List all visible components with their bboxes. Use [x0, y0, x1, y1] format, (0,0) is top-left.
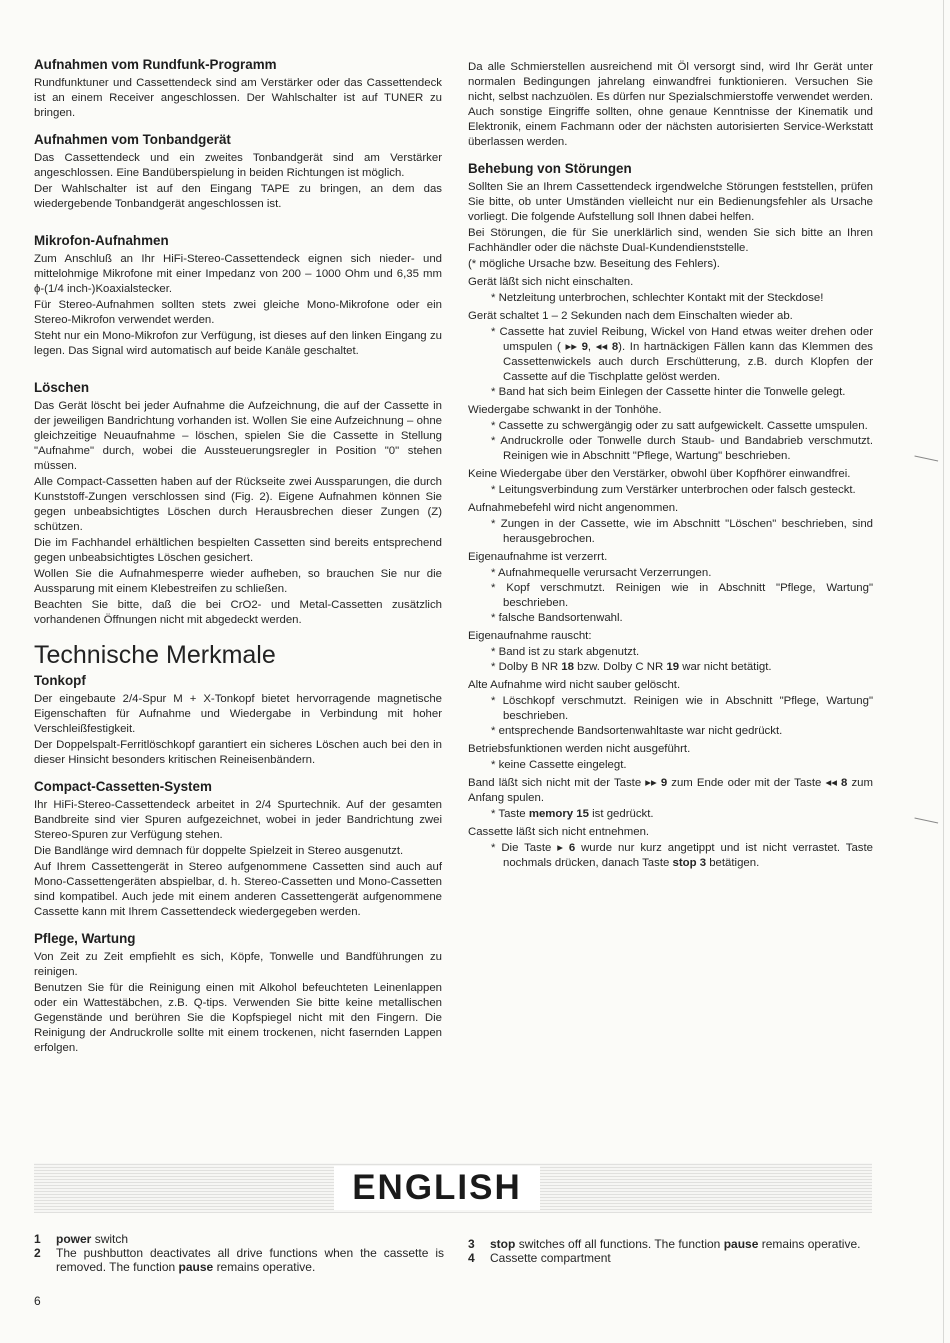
key-label: pause: [723, 1237, 759, 1251]
item-text: The pushbutton deactivates all drive functions when the cassette is removed. The function: [56, 1246, 444, 1274]
item-text: Cassette compartment: [490, 1251, 611, 1265]
paragraph: Für Stereo-Aufnahmen sollten stets zwei gleiche Mono-Mikrofone oder ein Stereo-Mikrofon verwendet werden.: [34, 299, 442, 326]
english-item-1: [34, 1232, 444, 1246]
item-number: 2: [34, 1246, 41, 1260]
cause-text: Cassette hat zuviel Reibung, Wickel von Hand etwas weiter drehen oder umspulen (: [499, 326, 873, 353]
trouble-symptom: Betriebsfunktionen werden nicht ausgeführt.: [468, 743, 691, 755]
paragraph: Der eingebaute 2/4-Spur M + X-Tonkopf bietet hervorragende magnetische Eigenschaften für Aufnahme und Wiedergabe in Verbindung mit hoher Verschleißfestigkeit.: [34, 693, 442, 735]
key-label: power: [56, 1232, 92, 1246]
heading-rundfunk: Aufnahmen vom Rundfunk-Programm: [34, 57, 277, 72]
cause-text: bzw. Dolby C NR: [577, 661, 664, 673]
trouble-cause: * falsche Bandsortenwahl.: [468, 611, 873, 626]
margin-mark: [914, 456, 938, 465]
paragraph: Das Cassettendeck und ein zweites Tonbandgerät sind am Verstärker angeschlossen. Eine Bandüberspielung in beiden Richtungen ist möglich.: [34, 152, 442, 179]
item-text: remains operative.: [216, 1260, 316, 1274]
trouble-cause: [468, 841, 873, 871]
trouble-cause: * Leitungsverbindung zum Verstärker unterbrochen oder falsch gesteckt.: [468, 483, 873, 498]
left-column: [34, 50, 442, 1057]
paragraph: Der Wahlschalter ist auf den Eingang TAPE zu bringen, an dem das wiedergebende Tonbandgerät angeschlossen ist.: [34, 183, 442, 210]
cause-text: betätigen.: [709, 857, 760, 869]
trouble-cause: * keine Cassette eingelegt.: [468, 758, 873, 773]
paragraph: Zum Anschluß an Ihr HiFi-Stereo-Cassettendeck eignen sich nieder- und mittelohmige Mikrofone mit einer Impedanz von 200 – 1000 Ohm und 6,35 mm ϕ-(1/4 inch-)Koaxialstecker.: [34, 253, 442, 295]
trouble-cause: * Aufnahmequelle verursacht Verzerrungen.: [468, 566, 873, 581]
trouble-cause: [468, 660, 873, 675]
paragraph: Wollen Sie die Aufnahmesperre wieder aufheben, so brauchen Sie nur die Aussparung mit einem Klebestreifen zu schließen.: [34, 568, 442, 595]
play-key: ▸ 6: [557, 842, 576, 854]
english-banner-title: ENGLISH: [334, 1166, 540, 1210]
symptom-text: zum Ende oder mit der Taste: [671, 777, 822, 789]
heading-mikrofon: Mikrofon-Aufnahmen: [34, 233, 169, 248]
heading-loeschen: Löschen: [34, 380, 90, 395]
trouble-cause: [468, 807, 873, 822]
paragraph: Alle Compact-Cassetten haben auf der Rückseite zwei Aussparungen, die durch Kunststoff-Zungen verschlossen sind (Fig. 2). Eigene Aufnahmen können Sie gegen unbeabsichtigtes Löschen durch Herausbrechen dieser Zungen (Z) schützen.: [34, 476, 442, 533]
fast-forward-key: ▸▸ 9: [565, 341, 588, 353]
trouble-symptom: Keine Wiedergabe über den Verstärker, obwohl über Kopfhörer einwandfrei.: [468, 468, 851, 480]
english-right-column: [468, 1237, 873, 1265]
memory-key: memory 15: [528, 808, 589, 820]
trouble-symptom: Eigenaufnahme rauscht:: [468, 630, 592, 642]
heading-tonkopf: Tonkopf: [34, 673, 86, 688]
symptom-text: zum Anfang spulen.: [468, 777, 873, 804]
trouble-cause: * Cassette zu schwergängig oder zu satt aufgewickelt. Cassette umspulen.: [468, 419, 873, 434]
paragraph: Von Zeit zu Zeit empfiehlt es sich, Köpfe, Tonwelle und Bandführungen zu reinigen.: [34, 951, 442, 978]
trouble-cause: * Zungen in der Cassette, wie im Abschnitt "Löschen" beschrieben, sind herausgebrochen.: [468, 517, 873, 547]
item-number: 4: [468, 1251, 475, 1265]
paragraph: Der Doppelspalt-Ferritlöschkopf garantiert ein sicheres Löschen auch bei den in dieser Hinsicht besonders kritischen Reineisenbändern.: [34, 739, 442, 766]
trouble-symptom: Wiedergabe schwankt in der Tonhöhe.: [468, 404, 662, 416]
fast-forward-key: ▸▸ 9: [645, 777, 668, 789]
rewind-key: ◂◂ 8: [595, 341, 619, 353]
english-item-2: [34, 1246, 444, 1274]
paragraph: Ihr HiFi-Stereo-Cassettendeck arbeitet in 2/4 Spurtechnik. Auf der gesamten Bandbreite sind vier Spuren aufgezeichnet, wobei in jeder Bandrichtung zwei Stereo-Spuren zur Verfügung stehen.: [34, 799, 442, 841]
trouble-cause: * Löschkopf verschmutzt. Reinigen wie in Abschnitt "Pflege, Wartung" beschrieben.: [468, 694, 873, 724]
english-item-3: [468, 1237, 873, 1251]
paragraph: Benutzen Sie für die Reinigung einen mit Alkohol befeuchteten Leinenlappen oder ein Wattestäbchen, z.B. Q-tips. Verwenden Sie bitte keine metallischen Gegenstände und berühren Sie die Kopfspiegel nicht mit den Fingern. Die Reinigung der Andruckrolle sollte mit einem trockenen, nicht fasernden Lappen erfolgen.: [34, 982, 442, 1054]
paragraph: Die im Fachhandel erhältlichen bespielten Cassetten sind bereits entsprechend gegen unbeabsichtigtes Löschen gesichert.: [34, 537, 442, 564]
heading-technische-merkmale: Technische Merkmale: [34, 641, 276, 669]
cause-text: ist gedrückt.: [592, 808, 654, 820]
heading-pflege: Pflege, Wartung: [34, 931, 136, 946]
trouble-symptom: Aufnahmebefehl wird nicht angenommen.: [468, 502, 679, 514]
paragraph: Da alle Schmierstellen ausreichend mit Öl versorgt sind, wird Ihr Gerät unter normalen Bedingungen jahrelang einwandfrei funktionieren. Versuchen Sie nicht, selbst nachzuölen. Es dürfen nur Spezialschmierstoffe verwendet werden. Auch sonstige Eingriffe sollten, ohne genaue Kenntnisse der Kinematik und Elektronik, einem Fachmann oder der nächsten autorisierten Service-Werkstatt überlassen werden.: [468, 61, 873, 148]
page-edge-line: [943, 0, 944, 1343]
cause-text: ). In hartnäckigen Fällen kann das Klemmen des Cassettenwickels auch durch Erschütterung, z.B. durch Klopfen der Cassette auf die Tischplatte gelöst werden.: [503, 341, 873, 383]
cause-text: wurde nur kurz angetippt und ist nicht verrastet. Taste nochmals drücken, danach Taste: [503, 842, 873, 869]
trouble-cause: * entsprechende Bandsortenwahltaste war nicht gedrückt.: [468, 724, 873, 739]
heading-compact-cassetten: Compact-Cassetten-System: [34, 779, 212, 794]
heading-tonband: Aufnahmen vom Tonbandgerät: [34, 132, 231, 147]
trouble-cause: [468, 325, 873, 385]
trouble-symptom: Gerät schaltet 1 – 2 Sekunden nach dem Einschalten wieder ab.: [468, 310, 793, 322]
paragraph: Die Bandlänge wird demnach für doppelte Spielzeit in Stereo ausgenutzt.: [34, 845, 404, 857]
english-left-column: [34, 1232, 444, 1274]
item-text: switches off all functions. The function: [518, 1237, 721, 1251]
paragraph: (* mögliche Ursache bzw. Beseitung des Fehlers).: [468, 258, 720, 270]
paragraph: Das Gerät löscht bei jeder Aufnahme die Aufzeichnung, die auf der Cassette in der jeweiligen Bandrichtung vorhanden ist. Wollen Sie eine Aufzeichnung – ohne gleichzeitige Neuaufnahme – löschen, spielen Sie die Cassette in Stellung "Aufnahme" durch, wobei die Aussteuerungsregler in Position "0" stehen müssen.: [34, 400, 442, 472]
paragraph: Steht nur ein Mono-Mikrofon zur Verfügung, ist dieses auf den linken Eingang zu legen. Das Signal wird automatisch auf beide Kanäle geschaltet.: [34, 330, 442, 357]
item-text: remains operative.: [761, 1237, 861, 1251]
cause-text: war nicht betätigt.: [682, 661, 772, 673]
trouble-cause: * Kopf verschmutzt. Reinigen wie in Abschnitt "Pflege, Wartung" beschrieben.: [468, 581, 873, 611]
separator: ,: [587, 341, 592, 353]
item-number: 3: [468, 1237, 475, 1251]
rewind-key: ◂◂ 8: [825, 777, 848, 789]
trouble-symptom: Cassette läßt sich nicht entnehmen.: [468, 826, 650, 838]
trouble-symptom: Alte Aufnahme wird nicht sauber gelöscht.: [468, 679, 681, 691]
dolby-b-key: 18: [561, 661, 574, 673]
cause-text: Taste: [498, 808, 526, 820]
trouble-cause: * Andruckrolle oder Tonwelle durch Staub- und Bandabrieb verschmutzt. Reinigen wie in Abschnitt "Pflege, Wartung" beschrieben.: [468, 434, 873, 464]
item-number: 1: [34, 1232, 41, 1246]
trouble-cause: * Netzleitung unterbrochen, schlechter Kontakt mit der Steckdose!: [468, 291, 873, 306]
symptom-text: Band läßt sich nicht mit der Taste: [468, 777, 642, 789]
item-text: switch: [94, 1232, 129, 1246]
paragraph: Auf Ihrem Cassettengerät in Stereo aufgenommene Cassetten sind auch auf Mono-Cassettengeräten abspielbar, d. h. Stereo-Cassetten und Mono-Cassetten sind kompatibel. Auch jede mit einem anderen Cassettengerät aufgenommene Cassette kann mit Ihrem Cassettendeck wiedergegeben werden.: [34, 861, 442, 918]
trouble-cause: * Band ist zu stark abgenutzt.: [468, 645, 873, 660]
english-item-4: [468, 1251, 873, 1265]
paragraph: Rundfunktuner und Cassettendeck sind am Verstärker oder das Cassettendeck ist an einem Receiver angeschlossen. Der Wahlschalter ist auf TUNER zu bringen.: [34, 77, 442, 119]
cause-text: Die Taste: [501, 842, 552, 854]
stop-key: stop 3: [672, 857, 707, 869]
key-label: pause: [178, 1260, 214, 1274]
dolby-c-key: 19: [666, 661, 680, 673]
trouble-symptom: Gerät läßt sich nicht einschalten.: [468, 276, 634, 288]
margin-mark: [914, 818, 938, 827]
key-label: stop: [490, 1237, 516, 1251]
page-number: 6: [34, 1294, 41, 1308]
right-column: [468, 60, 873, 871]
paragraph: Beachten Sie bitte, daß die bei CrO2- und Metal-Cassetten zusätzlich vorhandenen Öffnungen nicht mit abgedeckt werden.: [34, 599, 442, 626]
paragraph: Sollten Sie an Ihrem Cassettendeck irgendwelche Störungen feststellen, prüfen Sie bitte, ob unter Umständen vielleicht nur ein Bedienungsfehler als Ursache vorliegt. Die folgende Aufstellung soll Ihnen dabei helfen.: [468, 181, 873, 223]
cause-text: Dolby B NR: [498, 661, 559, 673]
trouble-cause: * Band hat sich beim Einlegen der Cassette hinter die Tonwelle gelegt.: [468, 385, 873, 400]
trouble-symptom: Eigenaufnahme ist verzerrt.: [468, 551, 608, 563]
heading-behebung: Behebung von Störungen: [468, 161, 632, 176]
paragraph: Bei Störungen, die für Sie unerklärlich sind, wenden Sie sich bitte an Ihren Fachhändler oder die nächste Dual-Kundendienststelle.: [468, 227, 873, 254]
trouble-symptom: [468, 776, 873, 806]
